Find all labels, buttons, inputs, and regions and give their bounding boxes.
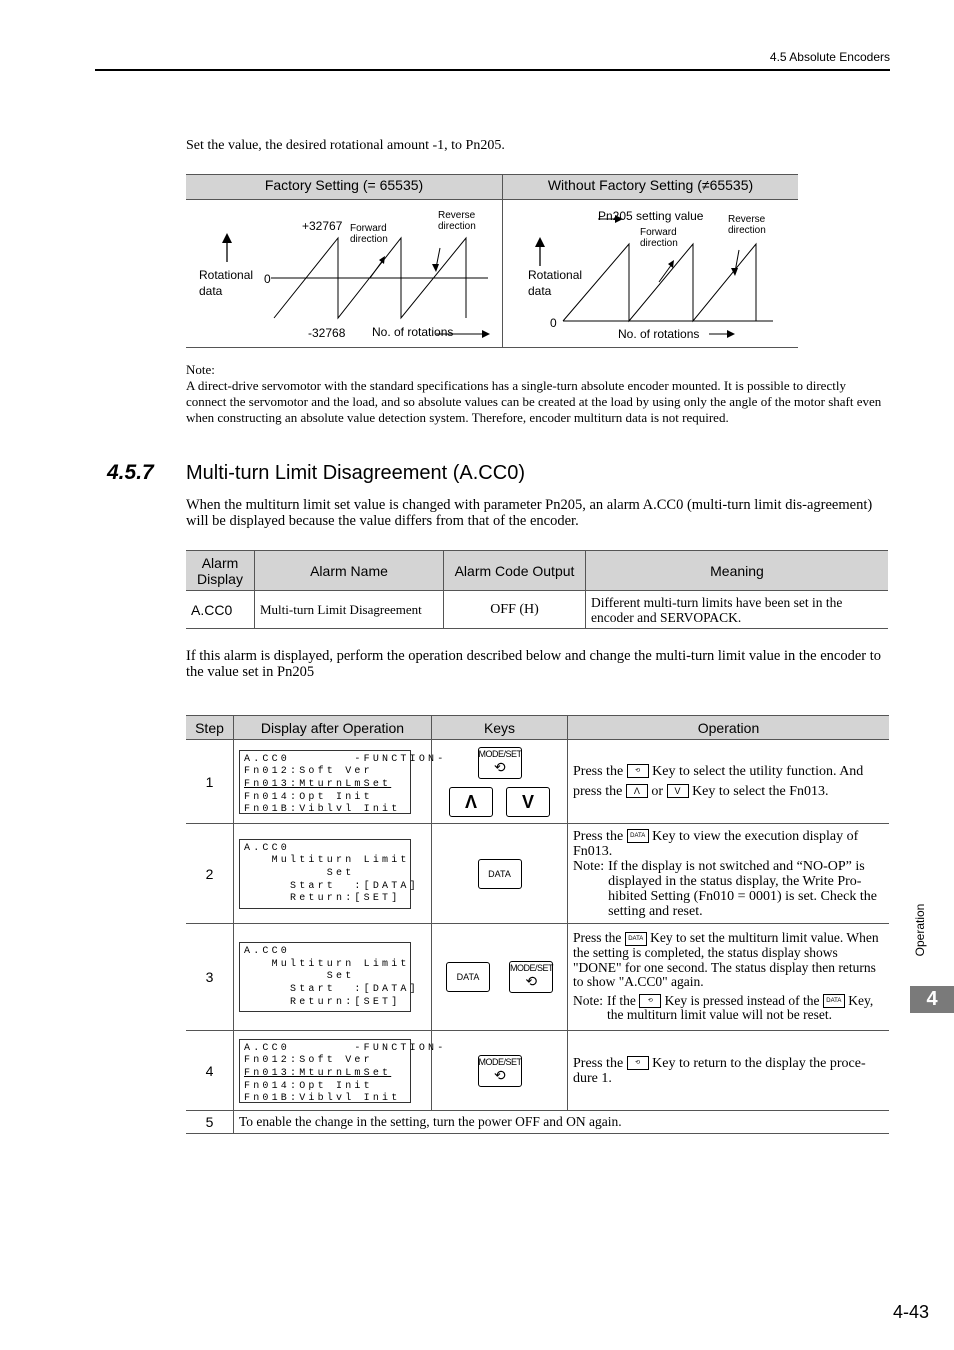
step-4-operation: Press the ⟲ Key to return to the display the proce-dure 1. xyxy=(568,1031,890,1111)
modeset-mini-icon: ⟲ xyxy=(639,994,661,1008)
note-block xyxy=(186,362,886,426)
left-reverse-label: Reverse direction xyxy=(438,210,476,232)
encoder-diagram xyxy=(186,174,798,348)
step-1-keys xyxy=(432,740,568,824)
step-number: 2 xyxy=(186,824,234,924)
modeset-key[interactable]: MODE/SET ⟲ xyxy=(478,747,522,779)
step-number: 5 xyxy=(186,1111,234,1134)
left-forward-label: Forward direction xyxy=(350,223,388,245)
step-5-text: To enable the change in the setting, turn the power OFF and ON again. xyxy=(234,1111,890,1134)
up-key[interactable]: Λ xyxy=(449,787,493,817)
section-paragraph: When the multiturn limit set value is changed with parameter Pn205, an alarm A.CC0 (multi-turn limit dis-agreement) will be displayed because the value differs from that of the encoder. xyxy=(186,497,873,529)
alarm-header-name: Alarm Name xyxy=(255,551,444,591)
section-number: 4.5.7 xyxy=(107,461,154,484)
modeset-key[interactable]: MODE/SET ⟲ xyxy=(478,1055,522,1087)
lcd-display: A.CC0 -FUNCTION- Fn012:Soft Ver Fn013:MturnLmSet Fn014:Opt Init Fn01B:Viblvl Init xyxy=(239,1039,411,1103)
header-rule xyxy=(95,69,890,71)
up-mini-icon: Λ xyxy=(626,784,648,798)
steps-header-operation: Operation xyxy=(568,716,890,740)
step-3-keys xyxy=(432,924,568,1031)
step-2-operation: Press the DATA Key to view the execution display of Fn013. Note: If the display is not switched and “NO-OP” is displayed in the status display, the Write Pro-hibited Setting (Fn010 = 0001) is set. Check the setting and reset. xyxy=(568,824,890,924)
left-y-label: Rotational data xyxy=(199,268,254,298)
left-zero: 0 xyxy=(264,272,271,286)
data-mini-icon: DATA xyxy=(625,932,647,946)
data-key[interactable]: DATA xyxy=(446,962,490,992)
step-number: 1 xyxy=(186,740,234,824)
step-1-operation: Press the ⟲ Key to select the utility function. And press the Λ or V Key to select the Fn013. xyxy=(568,740,890,824)
alarm-table xyxy=(186,550,888,629)
step-row-3 xyxy=(186,924,889,1031)
alarm-header-meaning: Meaning xyxy=(586,551,889,591)
note-text: A direct-drive servomotor with the standard specifications has a single-turn absolute encoder mounted. It is possible to directly connect the servomotor and the load, and so absolute values can be created at the load by using only the angle of the motor shaft even when constructing an absolute value detection system. Therefore, encoder multiturn data is not required. xyxy=(186,378,882,425)
section-title: Multi-turn Limit Disagreement (A.CC0) xyxy=(186,462,525,484)
alarm-code: OFF (H) xyxy=(444,591,586,629)
page-number: 4-43 xyxy=(893,1302,930,1322)
alarm-header-code: Alarm Code Output xyxy=(444,551,586,591)
step-row-4 xyxy=(186,1031,889,1111)
step-row-1 xyxy=(186,740,889,824)
step-4-keys xyxy=(432,1031,568,1111)
step-2-display-cell xyxy=(234,824,432,924)
right-top-label: Pn205 setting value xyxy=(598,209,704,223)
step-number: 3 xyxy=(186,924,234,1031)
lcd-display: A.CC0 Multiturn Limit Set Start :[DATA] Return:[SET] xyxy=(239,942,411,1012)
paragraph-2: If this alarm is displayed, perform the operation described below and change the multi-turn limit value in the encoder to the value set in Pn205 xyxy=(186,648,881,680)
lcd-display: A.CC0 Multiturn Limit Set Start :[DATA] Return:[SET] xyxy=(239,839,411,909)
step-4-display-cell xyxy=(234,1031,447,1111)
sawtooth-line-right xyxy=(563,244,756,321)
note-label: Note: xyxy=(186,362,215,377)
down-mini-icon: V xyxy=(667,784,689,798)
left-x-label: No. of rotations xyxy=(372,325,454,339)
step-3-display-cell xyxy=(234,924,432,1031)
steps-header-step: Step xyxy=(186,716,234,740)
alarm-header-display: Alarm Display xyxy=(186,551,255,591)
modeset-mini-icon: ⟲ xyxy=(627,1056,649,1070)
step-2-keys xyxy=(432,824,568,924)
cycle-icon: ⟲ xyxy=(525,973,537,989)
down-key[interactable]: V xyxy=(506,787,550,817)
alarm-name: Multi-turn Limit Disagreement xyxy=(255,591,444,629)
right-y-label: Rotational data xyxy=(528,268,583,298)
modeset-mini-icon: ⟲ xyxy=(627,764,649,778)
right-x-label: No. of rotations xyxy=(618,327,700,341)
step-row-5 xyxy=(186,1111,889,1134)
steps-header-display: Display after Operation xyxy=(234,716,432,740)
step-row-2 xyxy=(186,824,889,924)
side-tab-label: Operation xyxy=(913,903,927,957)
cycle-icon: ⟲ xyxy=(493,758,506,775)
cycle-icon: ⟲ xyxy=(493,1066,506,1083)
steps-header-keys: Keys xyxy=(432,716,568,740)
diagram-header-left: Factory Setting (= 65535) xyxy=(186,175,502,200)
left-bottom-value: -32768 xyxy=(308,326,346,340)
modeset-key[interactable]: MODE/SET ⟲ xyxy=(509,961,553,993)
data-mini-icon: DATA xyxy=(823,994,845,1008)
diagram-header-right: Without Factory Setting (≠65535) xyxy=(503,175,798,200)
running-header: 4.5 Absolute Encoders xyxy=(769,50,890,64)
data-key[interactable]: DATA xyxy=(478,859,522,889)
data-mini-icon: DATA xyxy=(627,829,649,843)
right-forward-label: Forward direction xyxy=(640,227,678,249)
alarm-meaning: Different multi-turn limits have been set in the encoder and SERVOPACK. xyxy=(586,591,889,629)
step-3-operation: Press the DATA Key to set the multiturn limit value. When the setting is completed, the status display shows "DONE" for one second. The status display then returns to show "A.CC0" again. Note: If the ⟲ Key is pressed instead of the DATA Key, the multiturn limit value will not be reset. xyxy=(568,924,890,1031)
lcd-display: A.CC0 -FUNCTION- Fn012:Soft Ver Fn013:MturnLmSet Fn014:Opt Init Fn01B:Viblvl Init xyxy=(239,750,411,814)
alarm-display: A.CC0 xyxy=(186,591,255,629)
steps-table xyxy=(186,715,889,1134)
left-top-value: +32767 xyxy=(302,219,343,233)
intro-text: Set the value, the desired rotational amount -1, to Pn205. xyxy=(186,138,505,153)
step-1-display-cell xyxy=(234,740,447,824)
right-reverse-label: Reverse direction xyxy=(728,214,766,236)
chapter-tab[interactable]: 4 xyxy=(910,986,954,1013)
step-number: 4 xyxy=(186,1031,234,1111)
right-zero: 0 xyxy=(550,316,557,330)
